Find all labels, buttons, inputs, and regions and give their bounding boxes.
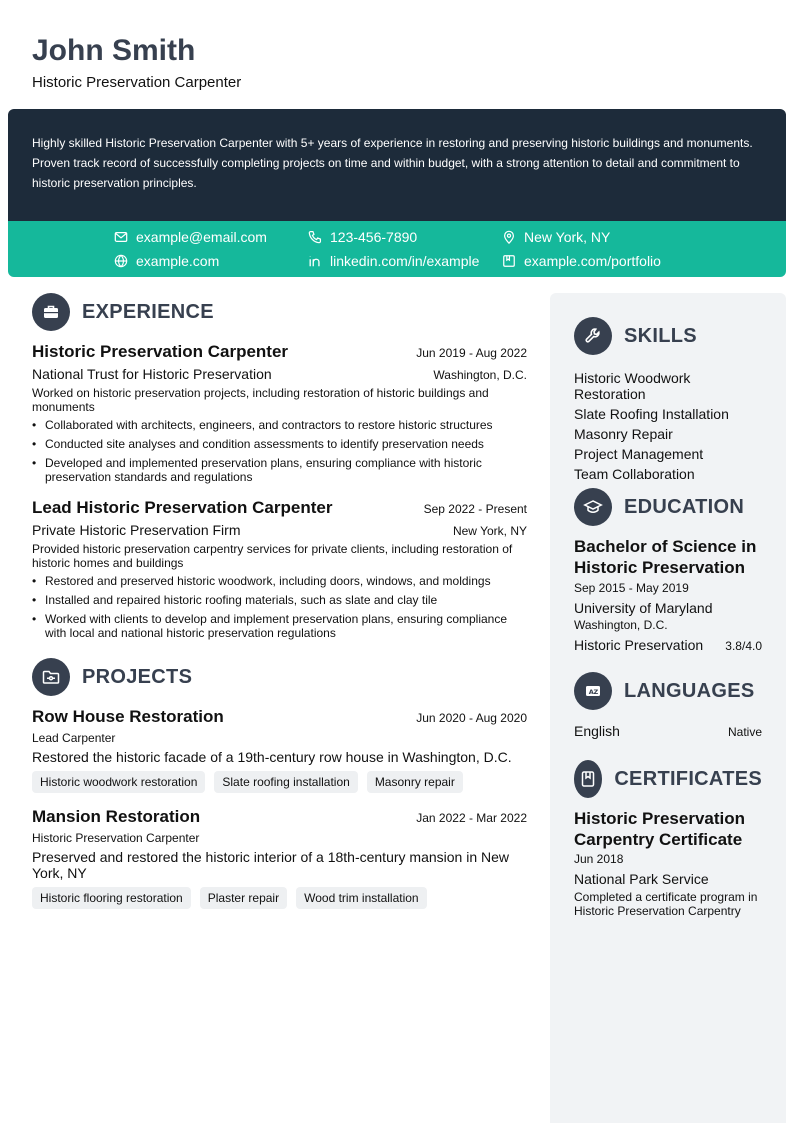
experience-item bbox=[32, 342, 527, 484]
project-role: Historic Preservation Carpenter bbox=[32, 831, 200, 845]
certificate-book-icon bbox=[574, 760, 602, 798]
job-bullet: • Installed and repaired historic roofing materials, such as slate and clay tile bbox=[32, 593, 527, 607]
experience-heading bbox=[32, 293, 527, 331]
certificates-title: CERTIFICATES bbox=[614, 767, 762, 790]
certificate-name: Historic Preservation Carpentry Certificate bbox=[574, 809, 746, 849]
job-bullet: • Collaborated with architects, engineers, and contractors to restore historic structures bbox=[32, 418, 527, 432]
job-bullet: • Restored and preserved historic woodwork, including doors, windows, and moldings bbox=[32, 574, 527, 588]
resume-header bbox=[32, 34, 241, 91]
project-tag: Plaster repair bbox=[200, 887, 287, 909]
skills-title: SKILLS bbox=[624, 324, 697, 347]
education-title: EDUCATION bbox=[624, 495, 745, 518]
project-tag: Masonry repair bbox=[367, 771, 463, 793]
education-date: Sep 2015 - May 2019 bbox=[574, 581, 689, 595]
candidate-name: John Smith bbox=[32, 34, 196, 67]
project-tag: Historic woodwork restoration bbox=[32, 771, 205, 793]
location-pin-icon bbox=[502, 230, 516, 244]
job-company: National Trust for Historic Preservation bbox=[32, 366, 272, 382]
skills-heading bbox=[574, 317, 762, 355]
portfolio-icon bbox=[502, 254, 516, 268]
school-location: Washington, D.C. bbox=[574, 618, 668, 632]
experience-item bbox=[32, 498, 527, 640]
summary-text: Highly skilled Historic Preservation Carpenter with 5+ years of experience in restoring and preserving historic buildings and monuments. Proven track record of successfully completing projects on time and within budget, with a strong attention to detail and commitment to historic preservation principles. bbox=[32, 136, 753, 190]
project-description: Preserved and restored the historic interior of a 18th-century mansion in New York, NY bbox=[32, 849, 510, 881]
wrench-icon bbox=[574, 317, 612, 355]
degree: Bachelor of Science in Historic Preservation bbox=[574, 537, 757, 577]
job-bullets bbox=[32, 418, 527, 484]
job-location: Washington, D.C. bbox=[433, 368, 527, 382]
projects-heading bbox=[32, 658, 527, 696]
website-text: example.com bbox=[136, 253, 220, 269]
svg-text:Z: Z bbox=[593, 687, 599, 696]
education-item bbox=[574, 536, 762, 654]
job-bullet: • Conducted site analyses and condition assessments to identify preservation needs bbox=[32, 437, 527, 451]
project-role: Lead Carpenter bbox=[32, 731, 116, 745]
project-tag: Slate roofing installation bbox=[214, 771, 357, 793]
job-bullet: • Worked with clients to develop and implement preservation plans, ensuring compliance with local and national historic preservation regulations bbox=[32, 612, 527, 640]
project-title: Mansion Restoration bbox=[32, 807, 201, 826]
portfolio-text: example.com/portfolio bbox=[524, 253, 661, 269]
job-description: Worked on historic preservation projects, including restoration of historic buildings and monuments bbox=[32, 386, 489, 414]
job-title: Lead Historic Preservation Carpenter bbox=[32, 498, 333, 517]
job-date: Sep 2022 - Present bbox=[423, 502, 527, 516]
globe-icon bbox=[114, 254, 128, 268]
main-column bbox=[32, 293, 527, 909]
project-item bbox=[32, 707, 527, 793]
mail-icon bbox=[114, 230, 128, 244]
contact-phone[interactable] bbox=[308, 229, 417, 245]
language-item bbox=[574, 722, 762, 740]
project-date: Jun 2020 - Aug 2020 bbox=[416, 711, 527, 725]
certificate-date: Jun 2018 bbox=[574, 852, 624, 866]
contact-bar bbox=[8, 221, 786, 277]
contact-linkedin[interactable] bbox=[308, 253, 479, 269]
job-title: Historic Preservation Carpenter bbox=[32, 342, 289, 361]
experience-title: EXPERIENCE bbox=[82, 300, 214, 323]
skill-item: Masonry Repair bbox=[574, 426, 673, 442]
field-of-study: Historic Preservation bbox=[574, 637, 704, 653]
svg-text:A: A bbox=[588, 687, 594, 696]
folder-icon bbox=[32, 658, 70, 696]
summary-section bbox=[8, 109, 786, 221]
job-bullet: • Developed and implemented preservation plans, ensuring compliance with historic preservation standards and regulations bbox=[32, 456, 527, 484]
project-item bbox=[32, 807, 527, 909]
education-heading bbox=[574, 488, 762, 526]
briefcase-icon bbox=[32, 293, 70, 331]
location-text: New York, NY bbox=[524, 229, 611, 245]
job-date: Jun 2019 - Aug 2022 bbox=[416, 346, 527, 360]
project-description: Restored the historic facade of a 19th-century row house in Washington, D.C. bbox=[32, 749, 512, 765]
school-name: University of Maryland bbox=[574, 600, 713, 616]
job-company: Private Historic Preservation Firm bbox=[32, 522, 241, 538]
project-tags bbox=[32, 887, 527, 909]
skill-item: Historic Woodwork Restoration bbox=[574, 370, 691, 402]
certificates-heading bbox=[574, 760, 762, 798]
contact-portfolio[interactable] bbox=[502, 253, 661, 269]
language-name: English bbox=[574, 723, 620, 739]
phone-icon bbox=[308, 230, 322, 244]
job-description: Provided historic preservation carpentry services for private clients, including restoration of historic homes and buildings bbox=[32, 542, 513, 570]
job-location: New York, NY bbox=[452, 524, 527, 538]
phone-text: 123-456-7890 bbox=[330, 229, 418, 245]
language-level: Native bbox=[727, 725, 762, 739]
linkedin-icon bbox=[308, 254, 322, 268]
skill-item: Project Management bbox=[574, 446, 704, 462]
projects-title: PROJECTS bbox=[82, 665, 193, 688]
job-bullets bbox=[32, 574, 527, 640]
languages-title: LANGUAGES bbox=[624, 679, 755, 702]
skills-list bbox=[574, 370, 762, 482]
linkedin-text: linkedin.com/in/example bbox=[330, 253, 480, 269]
project-tag: Wood trim installation bbox=[296, 887, 427, 909]
skill-item: Slate Roofing Installation bbox=[574, 406, 729, 422]
gpa: 3.8/4.0 bbox=[725, 639, 762, 653]
certificate-issuer: National Park Service bbox=[574, 871, 709, 887]
certificate-item bbox=[574, 808, 762, 918]
translate-icon bbox=[574, 672, 612, 710]
contact-email[interactable] bbox=[114, 229, 267, 245]
project-tags bbox=[32, 771, 527, 793]
contact-location bbox=[502, 229, 610, 245]
contact-website[interactable] bbox=[114, 253, 219, 269]
project-title: Row House Restoration bbox=[32, 707, 224, 726]
candidate-headline: Historic Preservation Carpenter bbox=[32, 74, 242, 91]
graduation-cap-icon bbox=[574, 488, 612, 526]
project-tag: Historic flooring restoration bbox=[32, 887, 191, 909]
languages-heading bbox=[574, 672, 762, 710]
skill-item: Team Collaboration bbox=[574, 466, 695, 482]
email-text: example@email.com bbox=[136, 229, 267, 245]
certificate-description: Completed a certificate program in Historic Preservation Carpentry bbox=[574, 890, 758, 918]
project-date: Jan 2022 - Mar 2022 bbox=[416, 811, 527, 825]
sidebar bbox=[550, 293, 786, 1123]
